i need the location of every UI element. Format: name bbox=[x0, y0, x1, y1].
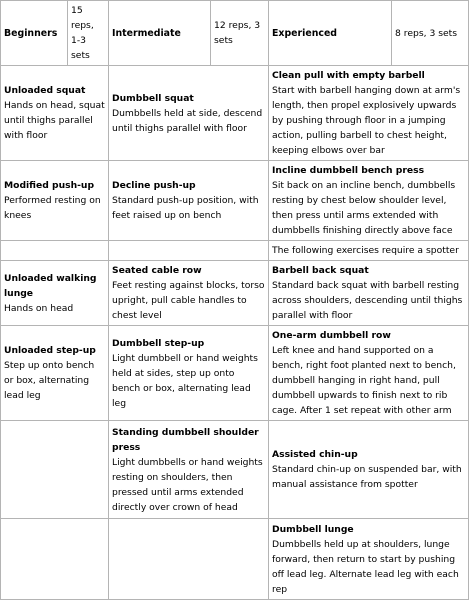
exercise-desc: Hands on head, squat until thighs parallel with floor bbox=[4, 100, 105, 141]
exercise-desc: Step up onto bench or box, alternating lead leg bbox=[4, 360, 95, 401]
intermediate-cell bbox=[109, 66, 269, 161]
empty-cell bbox=[1, 421, 109, 519]
header-row bbox=[1, 1, 469, 66]
spotter-note: The following exercises require a spotter bbox=[269, 241, 469, 261]
exercise-name: Barbell back squat bbox=[272, 265, 369, 276]
intermediate-cell bbox=[109, 326, 269, 421]
beginner-cell bbox=[1, 66, 109, 161]
experienced-cell bbox=[269, 66, 469, 161]
beginner-cell bbox=[1, 161, 109, 241]
empty-cell bbox=[109, 241, 269, 261]
table-row bbox=[1, 261, 469, 326]
header-intermediate: Intermediate bbox=[109, 1, 211, 66]
exercise-name: Assisted chin-up bbox=[272, 449, 358, 460]
header-beginners: Beginners bbox=[1, 1, 68, 66]
experienced-cell bbox=[269, 326, 469, 421]
exercise-desc: Start with barbell hanging down at arm's length, then propel explosively upwards by pushing through floor in a jumping action, pulling barbell to chest height, keeping elbows over bar bbox=[272, 85, 461, 156]
exercise-desc: Sit back on an incline bench, dumbbells resting by chest below shoulder level, then press until arms extended with dumbbells finishing directly above face bbox=[272, 180, 456, 236]
experienced-cell bbox=[269, 161, 469, 241]
empty-cell bbox=[1, 519, 109, 600]
exercise-name: Modified push-up bbox=[4, 180, 95, 191]
intermediate-cell bbox=[109, 421, 269, 519]
empty-cell bbox=[109, 519, 269, 600]
exercise-desc: Standard back squat with barbell resting across shoulders, descending until thighs parallel with floor bbox=[272, 280, 463, 321]
header-experienced-sets: 8 reps, 3 sets bbox=[392, 1, 469, 66]
exercise-name: Clean pull with empty barbell bbox=[272, 70, 425, 81]
exercise-name: Unloaded step-up bbox=[4, 345, 96, 356]
header-beginners-sets: 15 reps, 1-3 sets bbox=[68, 1, 109, 66]
exercise-desc: Feet resting against blocks, torso upright, pull cable handles to chest level bbox=[112, 280, 265, 321]
exercise-desc: Standard chin-up on suspended bar, with manual assistance from spotter bbox=[272, 464, 462, 490]
exercise-desc: Performed resting on knees bbox=[4, 195, 101, 221]
header-intermediate-sets: 12 reps, 3 sets bbox=[211, 1, 269, 66]
exercise-desc: Dumbbells held up at shoulders, lunge forward, then return to start by pushing off lead leg. Alternate lead leg with each rep bbox=[272, 538, 459, 595]
beginner-cell bbox=[1, 261, 109, 326]
spotter-note-row bbox=[1, 241, 469, 261]
exercise-desc: Dumbbells held at side, descend until thighs parallel with floor bbox=[112, 107, 263, 134]
exercise-name: Dumbbell lunge bbox=[272, 523, 354, 535]
exercise-desc: Light dumbbell or hand weights held at sides, step up onto bench or box, alternating lead leg bbox=[112, 352, 258, 409]
experienced-cell bbox=[269, 261, 469, 326]
intermediate-cell bbox=[109, 261, 269, 326]
empty-cell bbox=[1, 241, 109, 261]
exercise-name: Decline push-up bbox=[112, 180, 196, 191]
exercise-name: Unloaded walking lunge bbox=[4, 272, 97, 299]
exercise-name: Seated cable row bbox=[112, 265, 202, 276]
table-row bbox=[1, 519, 469, 600]
table-row bbox=[1, 66, 469, 161]
experienced-cell bbox=[269, 421, 469, 519]
exercise-name: One-arm dumbbell row bbox=[272, 330, 391, 341]
experienced-cell bbox=[269, 519, 469, 600]
exercise-name: Dumbbell squat bbox=[112, 92, 194, 104]
exercise-name: Standing dumbbell shoulder press bbox=[112, 426, 259, 453]
beginner-cell bbox=[1, 326, 109, 421]
exercise-desc: Hands on head bbox=[4, 302, 74, 314]
exercise-desc: Light dumbbells or hand weights resting on shoulders, then pressed until arms extended directly over crown of head bbox=[112, 456, 263, 513]
table-row bbox=[1, 326, 469, 421]
intermediate-cell bbox=[109, 161, 269, 241]
exercise-desc: Standard push-up position, with feet raised up on bench bbox=[112, 195, 259, 221]
exercise-name: Unloaded squat bbox=[4, 85, 86, 96]
exercise-desc: Left knee and hand supported on a bench, right foot planted next to bench, dumbbell hanging in right hand, pull dumbbell upwards to finish next to rib cage. After 1 set repeat with other arm bbox=[272, 345, 456, 416]
table-row bbox=[1, 161, 469, 241]
table-row bbox=[1, 421, 469, 519]
header-experienced: Experienced bbox=[269, 1, 392, 66]
exercise-name: Dumbbell step-up bbox=[112, 337, 205, 349]
exercise-name: Incline dumbbell bench press bbox=[272, 165, 425, 176]
